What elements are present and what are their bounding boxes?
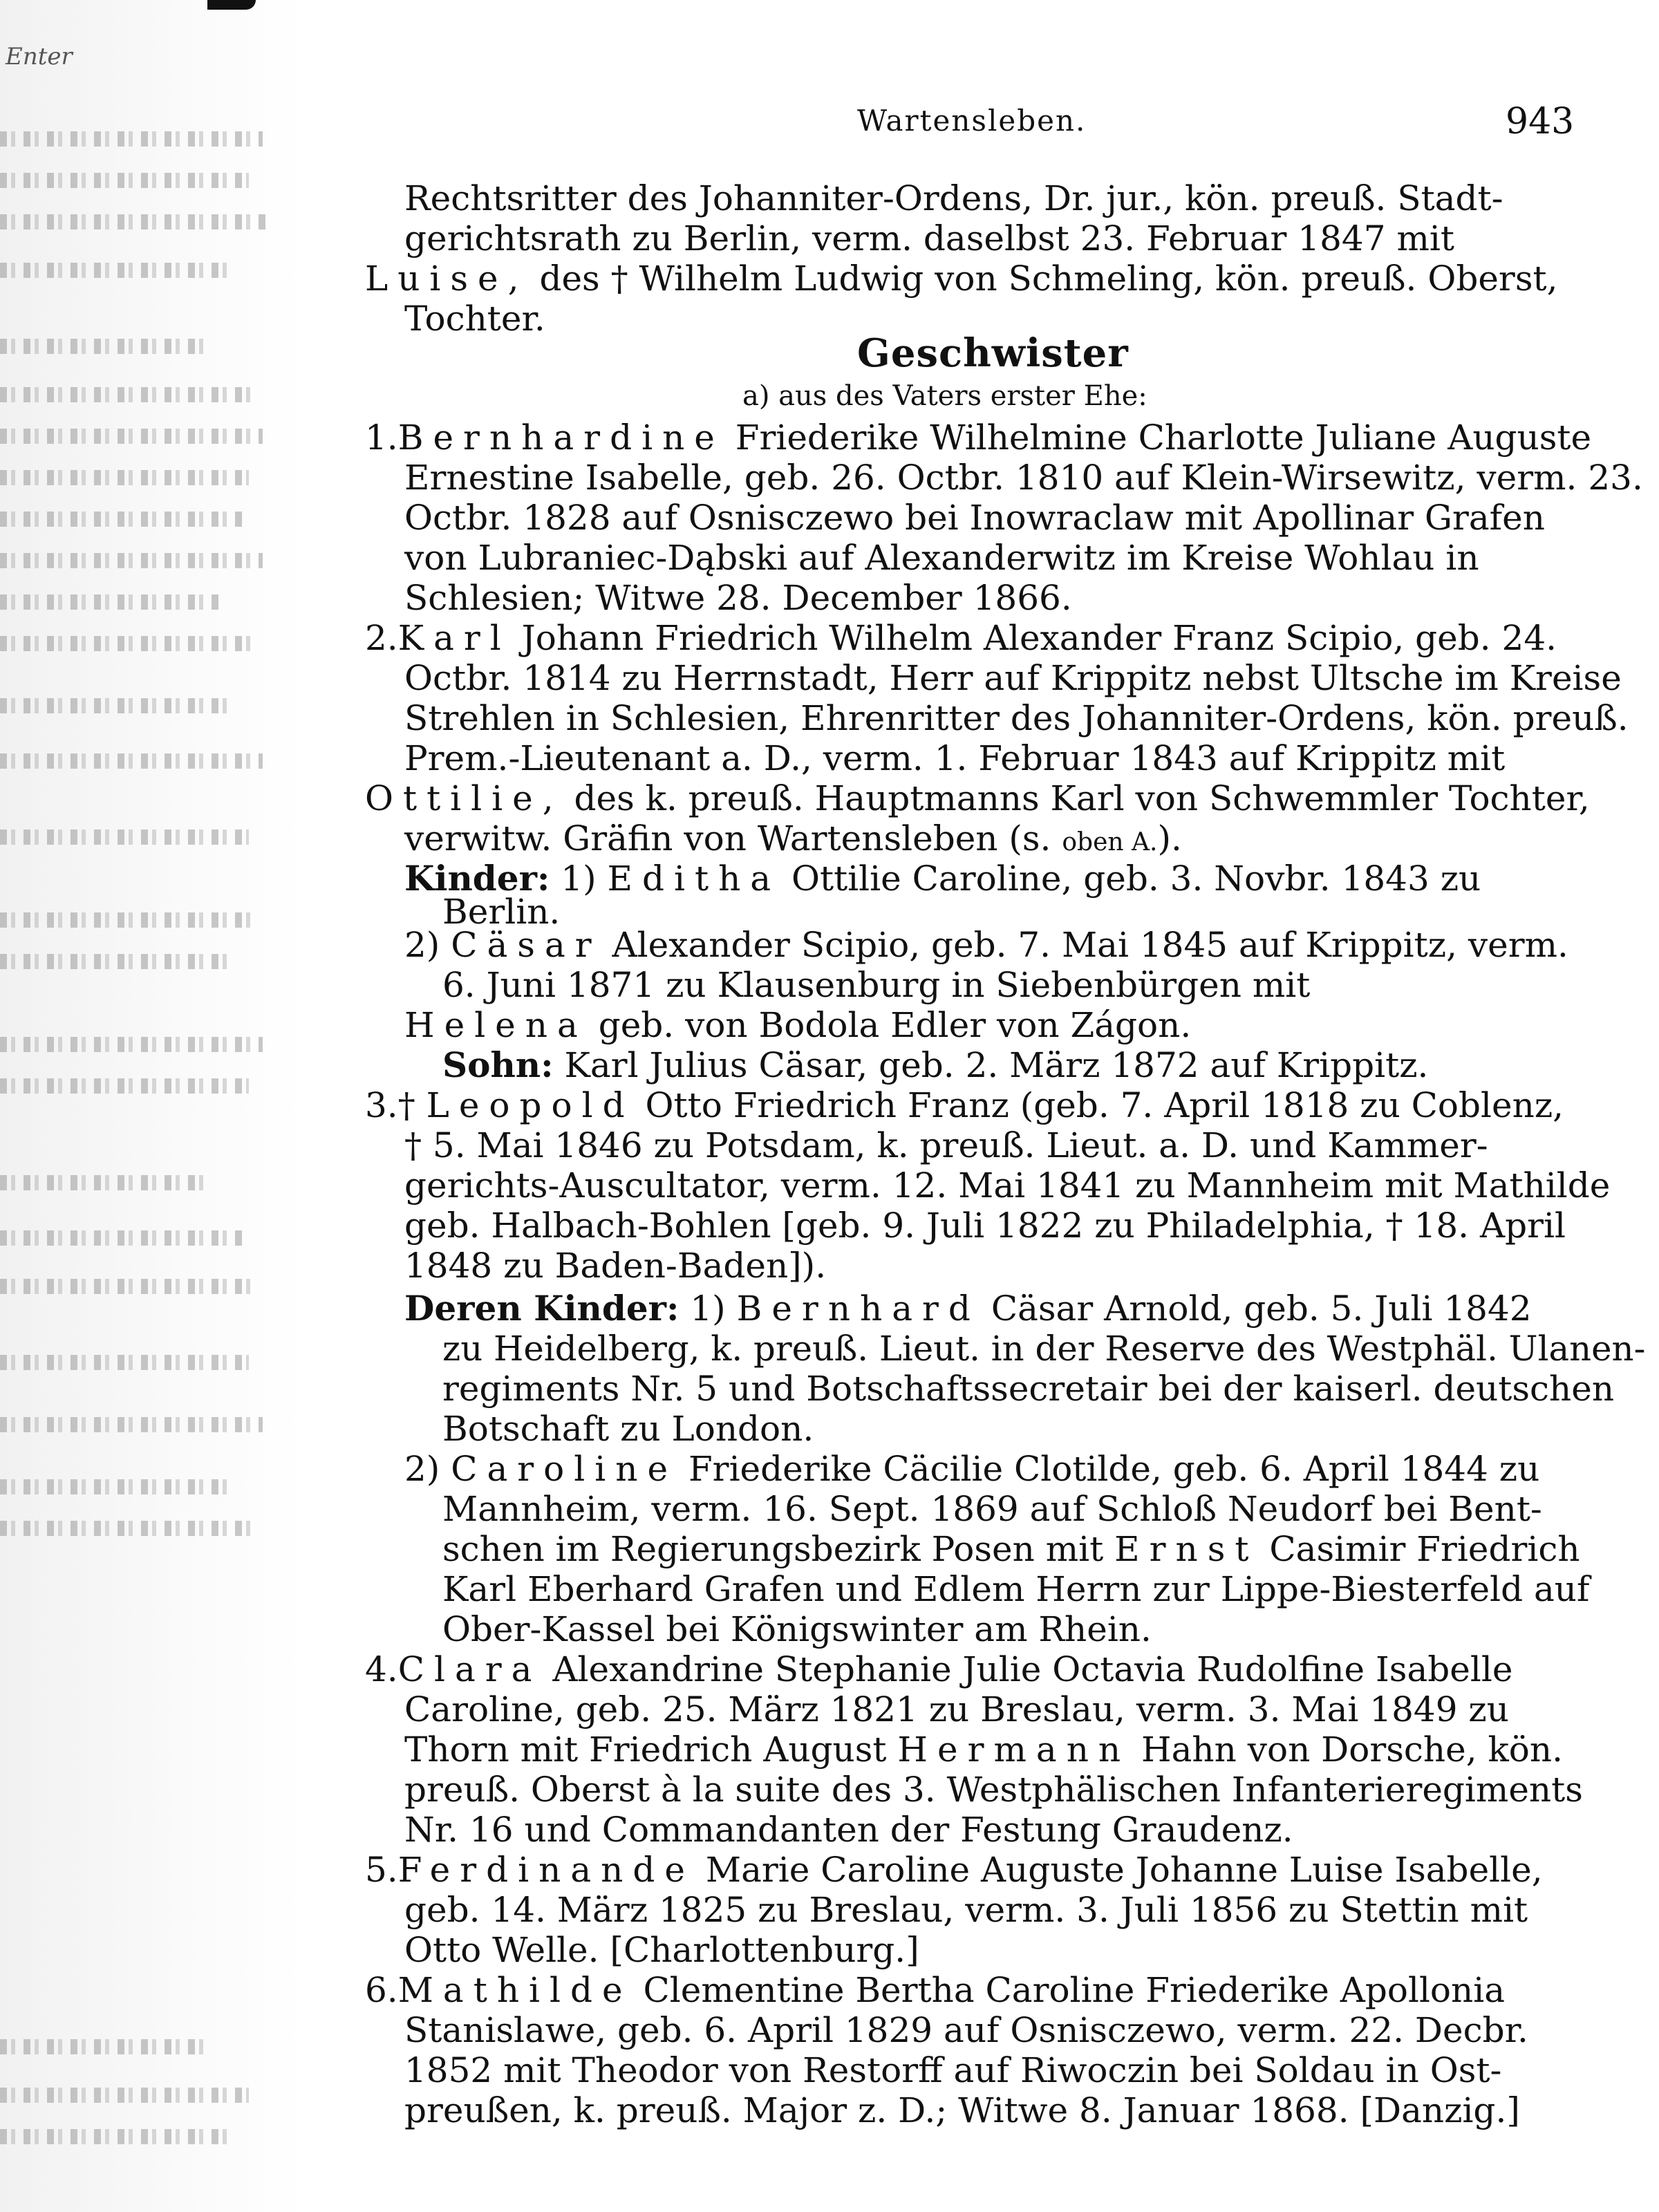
text-line: gerichtsrath zu Berlin, verm. daselbst 23. Februar 1847 mit	[404, 218, 1454, 259]
entry-6-line: 1852 mit Theodor von Restorff auf Riwoczin bei Soldau in Ost-	[404, 2050, 1502, 2090]
entry-1-line: Octbr. 1828 auf Osnisczewo bei Inowraclaw mit Apollinar Grafen	[404, 498, 1545, 538]
children-line: schen im Regierungsbezirk Posen mit Ernst Casimir Friedrich	[442, 1529, 1580, 1569]
person-name: Ottilie,	[365, 778, 563, 818]
entry-2-line: Ottilie, des k. preuß. Hauptmanns Karl von Schwemmler Tochter,	[365, 778, 1590, 818]
ghost-text-line	[0, 131, 263, 147]
facing-page-bleed	[0, 0, 304, 2212]
entry-1-line: Schlesien; Witwe 28. December 1866.	[404, 578, 1072, 618]
text-line: Tochter.	[404, 299, 545, 339]
entry-3-line: geb. Halbach-Bohlen [geb. 9. Juli 1822 zu Philadelphia, † 18. April	[404, 1206, 1566, 1246]
running-header: Wartensleben.	[857, 104, 1087, 138]
ghost-text-line	[0, 2129, 235, 2144]
entry-1-line: 1.Bernhardine Friederike Wilhelmine Charlotte Juliane Auguste	[365, 418, 1592, 458]
son-label: Sohn:	[442, 1044, 554, 1085]
entry-5-line: geb. 14. März 1825 zu Breslau, verm. 3. Juli 1856 zu Stettin mit	[404, 1890, 1528, 1930]
ghost-text-line	[0, 830, 249, 845]
facing-page-margin-note: Enter	[6, 43, 73, 71]
ghost-text-line	[0, 1037, 263, 1052]
ghost-text-line	[0, 1175, 207, 1190]
entry-3-line: gerichts-Auscultator, verm. 12. Mai 1841 zu Mannheim mit Mathilde	[404, 1165, 1611, 1206]
entry-2-line: Prem.-Lieutenant a. D., verm. 1. Februar 1843 auf Krippitz mit	[404, 738, 1506, 778]
ghost-text-line	[0, 1417, 263, 1432]
entry-5-line: 5.Ferdinande Marie Caroline Auguste Johanne Luise Isabelle,	[365, 1850, 1543, 1890]
children-line: Botschaft zu London.	[442, 1409, 814, 1449]
ghost-text-line	[0, 1521, 256, 1536]
person-name: Karl	[397, 618, 511, 658]
person-name: Luise,	[365, 259, 529, 299]
children-line: Kinder: 1) Editha Ottilie Caroline, geb. 3. Novbr. 1843 zu	[404, 858, 1481, 899]
person-name: Hermann	[897, 1730, 1131, 1770]
entry-2-line: Strehlen in Schlesien, Ehrenritter des Johanniter-Ordens, kön. preuß.	[404, 698, 1629, 738]
ghost-text-line	[0, 1279, 256, 1294]
person-name: Helena	[404, 1005, 588, 1045]
entry-1-line: von Lubraniec-Dąbski auf Alexanderwitz im Kreise Wohlau in	[404, 538, 1479, 578]
ghost-text-line	[0, 1355, 249, 1370]
ghost-text-line	[0, 954, 235, 969]
ghost-text-line	[0, 1479, 235, 1494]
children-line: Ober-Kassel bei Königswinter am Rhein.	[442, 1609, 1152, 1649]
children-label: Kinder:	[404, 858, 550, 899]
section-subtitle: a) aus des Vaters erster Ehe:	[742, 380, 1147, 412]
entry-3-line: † 5. Mai 1846 zu Potsdam, k. preuß. Lieut. a. D. und Kammer-	[404, 1125, 1488, 1165]
entry-2-line: verwitw. Gräfin von Wartensleben (s. oben A.).	[404, 818, 1182, 859]
ghost-text-line	[0, 553, 263, 568]
ghost-text-line	[0, 753, 263, 769]
children-line: 6. Juni 1871 zu Klausenburg in Siebenbürgen mit	[442, 965, 1311, 1005]
person-name: Bernhard	[736, 1288, 980, 1329]
children-label: Deren Kinder:	[404, 1288, 679, 1329]
ghost-text-line	[0, 339, 207, 354]
person-name: Leopold	[426, 1085, 635, 1125]
section-title: Geschwister	[857, 330, 1129, 376]
children-line: zu Heidelberg, k. preuß. Lieut. in der Reserve des Westphäl. Ulanen-	[442, 1329, 1646, 1369]
ghost-text-line	[0, 594, 221, 610]
ghost-text-line	[0, 698, 228, 713]
entry-2-line: 2.Karl Johann Friedrich Wilhelm Alexander Franz Scipio, geb. 24.	[365, 618, 1557, 658]
entry-6-line: preußen, k. preuß. Major z. D.; Witwe 8. Januar 1868. [Danzig.]	[404, 2090, 1520, 2130]
ghost-text-line	[0, 2088, 249, 2103]
person-name: Caroline	[451, 1449, 678, 1489]
entry-4-line: 4.Clara Alexandrine Stephanie Julie Octavia Rudolfine Isabelle	[365, 1649, 1513, 1689]
ghost-text-line	[0, 429, 263, 444]
children-line: 2) Cäsar Alexander Scipio, geb. 7. Mai 1845 auf Krippitz, verm.	[404, 925, 1568, 965]
entry-4-line: preuß. Oberst à la suite des 3. Westphälischen Infanterieregiments	[404, 1770, 1583, 1810]
text-line: Luise, des † Wilhelm Ludwig von Schmeling, kön. preuß. Oberst,	[365, 259, 1558, 299]
ghost-text-line	[0, 387, 256, 402]
entry-1-line: Ernestine Isabelle, geb. 26. Octbr. 1810 auf Klein-Wirsewitz, verm. 23.	[404, 458, 1643, 498]
person-name: Ernst	[1114, 1529, 1259, 1569]
person-name: Mathilde	[397, 1970, 632, 2010]
entry-4-line: Thorn mit Friedrich August Hermann Hahn von Dorsche, kön.	[404, 1730, 1564, 1770]
children-line: Mannheim, verm. 16. Sept. 1869 auf Schloß Neudorf bei Bent-	[442, 1489, 1542, 1529]
ghost-text-line	[0, 636, 256, 651]
children-line: Sohn: Karl Julius Cäsar, geb. 2. März 1872 auf Krippitz.	[442, 1044, 1429, 1085]
ghost-text-line	[0, 214, 270, 229]
children-line: Berlin.	[442, 892, 561, 932]
children-line: 2) Caroline Friederike Cäcilie Clotilde, geb. 6. April 1844 zu	[404, 1449, 1540, 1489]
ghost-text-line	[0, 2039, 207, 2054]
person-name: Editha	[607, 859, 781, 899]
ghost-text-line	[0, 263, 235, 278]
entry-5-line: Otto Welle. [Charlottenburg.]	[404, 1930, 919, 1970]
page-number: 943	[1506, 101, 1575, 142]
person-name: Bernhardine	[397, 418, 724, 458]
entry-2-line: Octbr. 1814 zu Herrnstadt, Herr auf Krippitz nebst Ultsche im Kreise	[404, 658, 1622, 698]
entry-4-line: Nr. 16 und Commandanten der Festung Graudenz.	[404, 1810, 1293, 1850]
entry-4-line: Caroline, geb. 25. März 1821 zu Breslau, verm. 3. Mai 1849 zu	[404, 1689, 1509, 1730]
ghost-text-line	[0, 1078, 249, 1094]
person-name: Cäsar	[451, 925, 601, 965]
entry-3-line: 3.† Leopold Otto Friedrich Franz (geb. 7. April 1818 zu Coblenz,	[365, 1085, 1564, 1125]
entry-6-line: 6.Mathilde Clementine Bertha Caroline Friederike Apollonia	[365, 1970, 1506, 2010]
person-name: Clara	[397, 1649, 542, 1689]
children-line: Helena geb. von Bodola Edler von Zágon.	[404, 1005, 1192, 1045]
ghost-text-line	[0, 912, 256, 928]
ghost-text-line	[0, 512, 242, 527]
entry-3-line: 1848 zu Baden-Baden]).	[404, 1246, 827, 1286]
text-line: Rechtsritter des Johanniter-Ordens, Dr. jur., kön. preuß. Stadt-	[404, 178, 1503, 218]
ghost-text-line	[0, 173, 249, 188]
person-name: Ferdinande	[397, 1850, 695, 1890]
children-line: regiments Nr. 5 und Botschaftssecretair bei der kaiserl. deutschen	[442, 1369, 1615, 1409]
children-line: Karl Eberhard Grafen und Edlem Herrn zur Lippe-Biesterfeld auf	[442, 1569, 1590, 1609]
children-line: Deren Kinder: 1) Bernhard Cäsar Arnold, geb. 5. Juli 1842	[404, 1288, 1532, 1329]
ghost-text-line	[0, 470, 249, 485]
page-corner-mark	[207, 0, 256, 10]
entry-6-line: Stanislawe, geb. 6. April 1829 auf Osnisczewo, verm. 22. Decbr.	[404, 2010, 1528, 2050]
ghost-text-line	[0, 1230, 242, 1246]
